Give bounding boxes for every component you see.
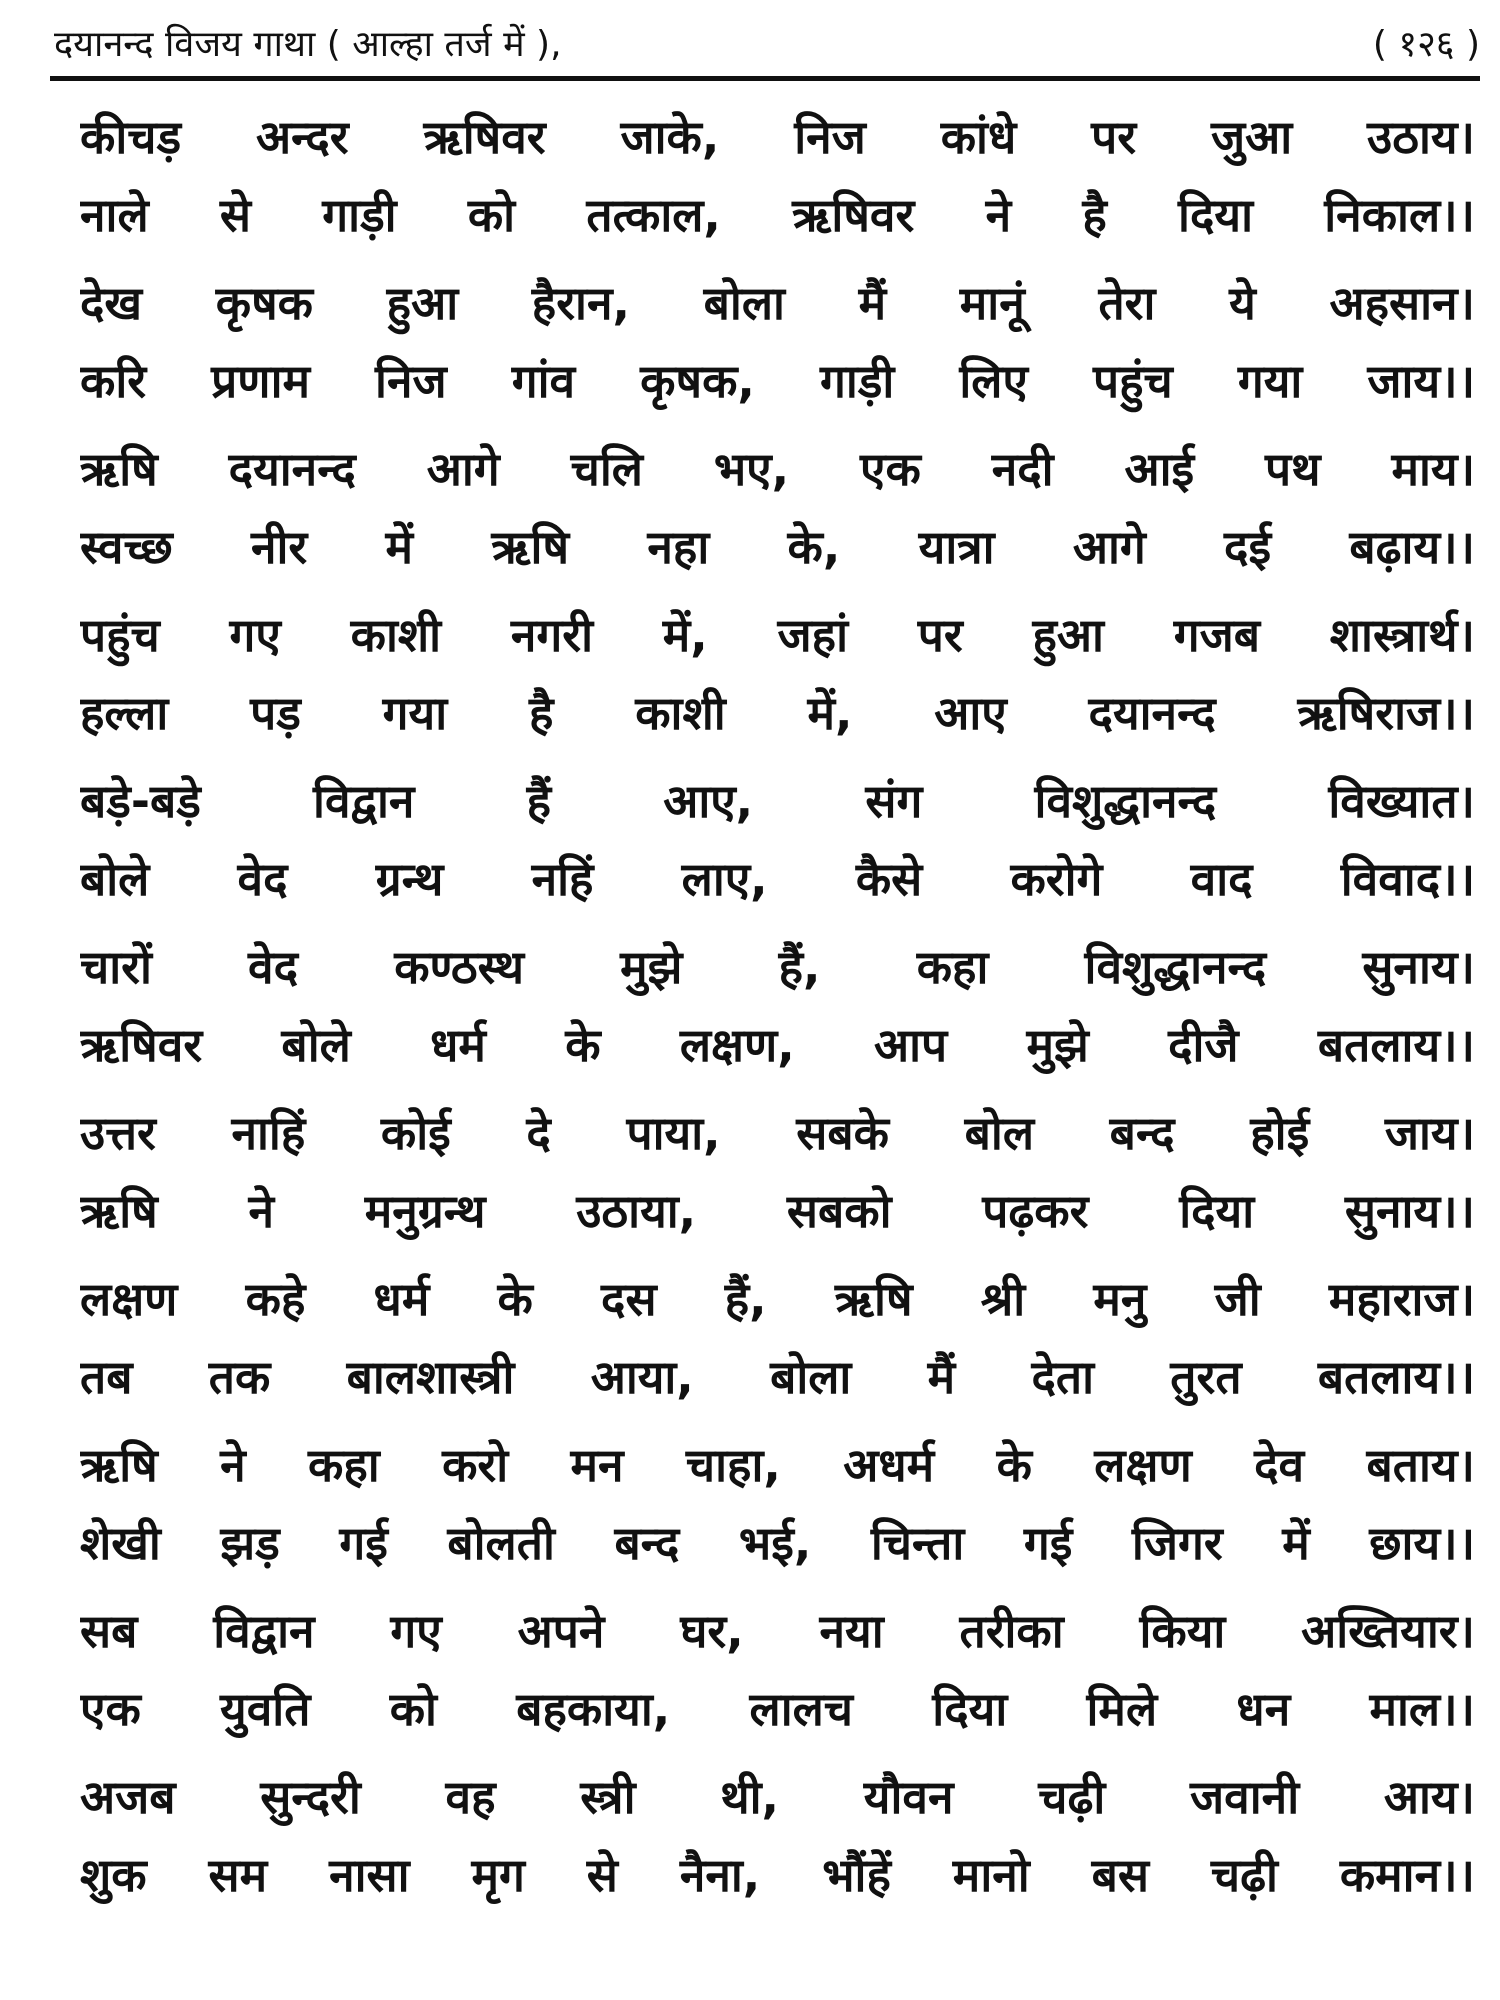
verse-line: अजब सुन्दरी वह स्त्री थी, यौवन चढ़ी जवानी आय।	[80, 1770, 1475, 1824]
stanza-7	[80, 1094, 1475, 1260]
running-title: दयानन्द विजय गाथा ( आल्हा तर्ज में ),	[54, 24, 562, 65]
stanza-5	[80, 762, 1475, 928]
verse-line: बड़े-बड़े विद्वान हैं आए, संग विशुद्धानन्द विख्यात।	[80, 774, 1475, 828]
verse-line: लक्षण कहे धर्म के दस हैं, ऋषि श्री मनु जी महाराज।	[80, 1272, 1475, 1326]
verse-line: स्वच्छ नीर में ऋषि नहा के, यात्रा आगे दई बढ़ाय।।	[80, 520, 1475, 574]
stanza-4	[80, 596, 1475, 762]
verse-line: तब तक बालशास्त्री आया, बोला मैं देता तुरत बतलाय।।	[80, 1350, 1475, 1404]
verse-line: शुक सम नासा मृग से नैना, भौंहें मानो बस चढ़ी कमान।।	[80, 1848, 1475, 1902]
verse-line: बोले वेद ग्रन्थ नहिं लाए, कैसे करोगे वाद विवाद।।	[80, 852, 1475, 906]
verse-line: सब विद्वान गए अपने घर, नया तरीका किया अख्तियार।	[80, 1604, 1475, 1658]
verse-line: एक युवति को बहकाया, लालच दिया मिले धन माल।।	[80, 1682, 1475, 1736]
stanza-3	[80, 430, 1475, 596]
page-header	[40, 20, 1480, 70]
verse-line: हल्ला पड़ गया है काशी में, आए दयानन्द ऋषिराज।।	[80, 686, 1475, 740]
stanza-10	[80, 1592, 1475, 1758]
verse-line: ऋषि दयानन्द आगे चलि भए, एक नदी आई पथ माय।	[80, 442, 1475, 496]
verse-line: उत्तर नाहिं कोई दे पाया, सबके बोल बन्द होई जाय।	[80, 1106, 1475, 1160]
stanza-2	[80, 264, 1475, 430]
stanza-1	[80, 98, 1475, 264]
verse-line: कीचड़ अन्दर ऋषिवर जाके, निज कांधे पर जुआ उठाय।	[80, 110, 1475, 164]
stanza-6	[80, 928, 1475, 1094]
verse-line: चारों वेद कण्ठस्थ मुझे हैं, कहा विशुद्धानन्द सुनाय।	[80, 940, 1475, 994]
verse-line: शेखी झड़ गई बोलती बन्द भई, चिन्ता गई जिगर में छाय।।	[80, 1516, 1475, 1570]
verse-body	[80, 98, 1475, 1924]
header-rule	[50, 76, 1480, 81]
stanza-9	[80, 1426, 1475, 1592]
verse-line: ऋषि ने मनुग्रन्थ उठाया, सबको पढ़कर दिया सुनाय।।	[80, 1184, 1475, 1238]
verse-line: नाले से गाड़ी को तत्काल, ऋषिवर ने है दिया निकाल।।	[80, 188, 1475, 242]
verse-line: देख कृषक हुआ हैरान, बोला मैं मानूं तेरा ये अहसान।	[80, 276, 1475, 330]
stanza-8	[80, 1260, 1475, 1426]
verse-line: पहुंच गए काशी नगरी में, जहां पर हुआ गजब शास्त्रार्थ।	[80, 608, 1475, 662]
stanza-11	[80, 1758, 1475, 1924]
verse-line: ऋषि ने कहा करो मन चाहा, अधर्म के लक्षण देव बताय।	[80, 1438, 1475, 1492]
verse-line: ऋषिवर बोले धर्म के लक्षण, आप मुझे दीजै बतलाय।।	[80, 1018, 1475, 1072]
page-number: ( १२६ )	[1372, 24, 1480, 65]
verse-line: करि प्रणाम निज गांव कृषक, गाड़ी लिए पहुंच गया जाय।।	[80, 354, 1475, 408]
